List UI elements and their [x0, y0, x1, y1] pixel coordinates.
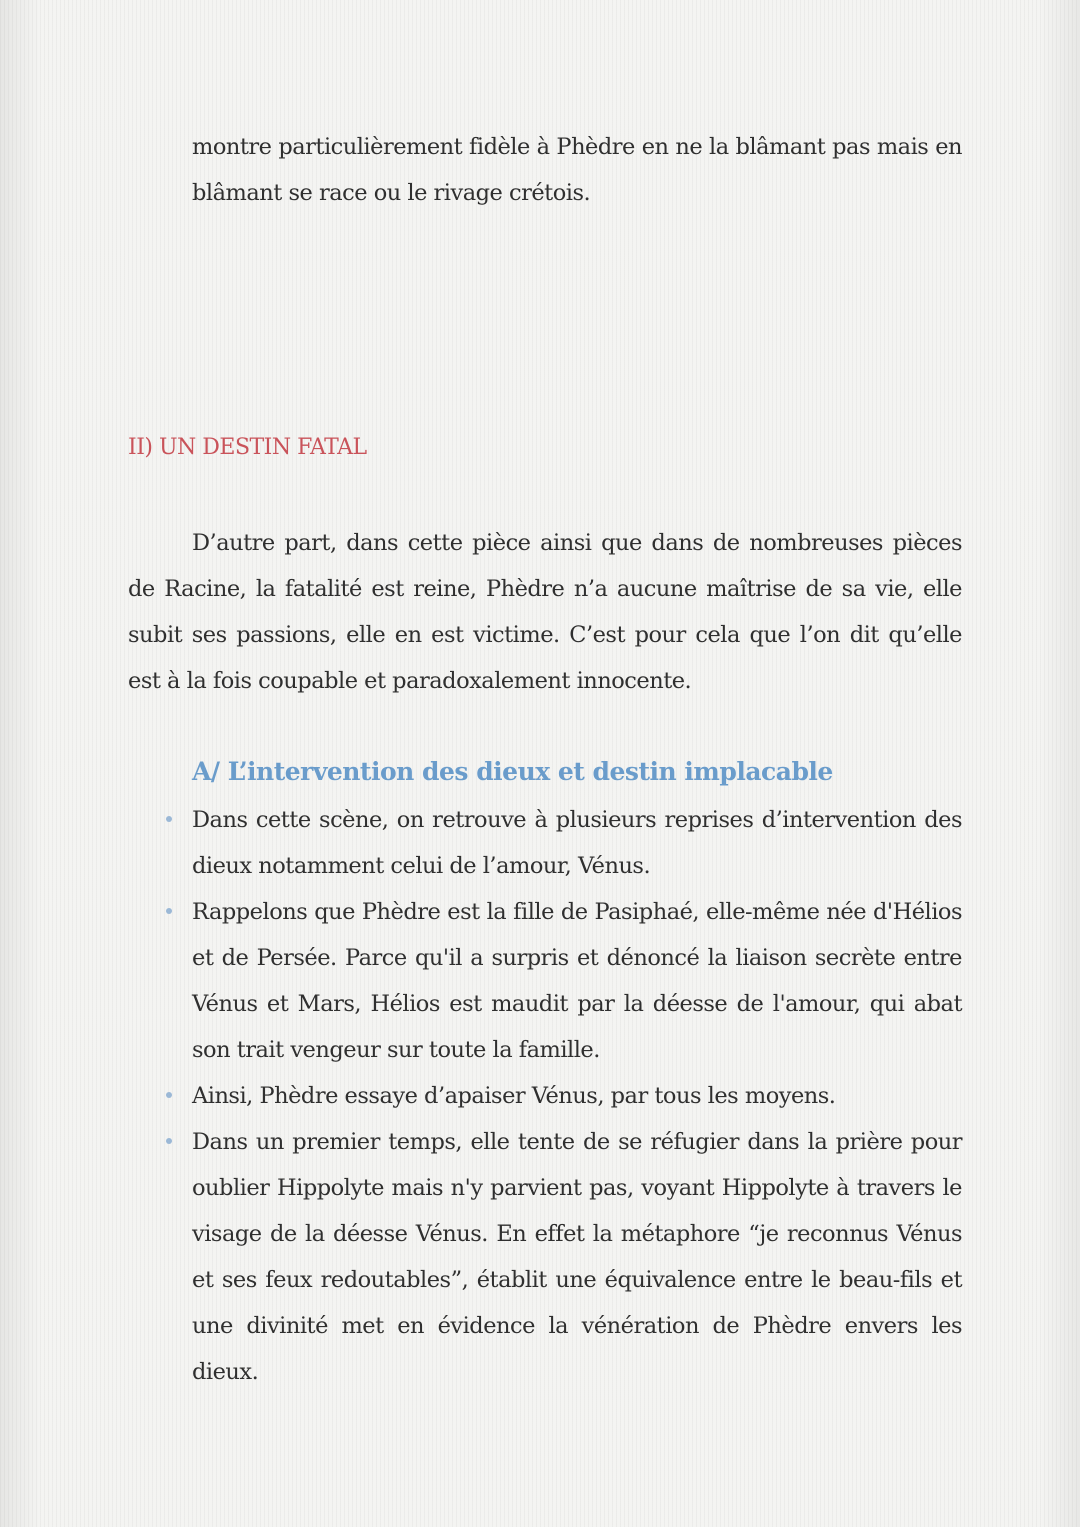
bullet-text: Dans un premier temps, elle tente de se réfugier dans la prière pour oublier Hippolyte mais n'y parvient pas, voyant Hippolyte à travers le visage de la déesse Vénus. En effet la métaphore “je reconnus Vénus et ses feux redoutables”, établit une équivalence entre le beau-fils et une divinité met en évidence la vénération de Phèdre envers les dieux. — [192, 1129, 962, 1385]
subsection-heading: A/ L’intervention des dieux et destin implacable — [192, 757, 833, 786]
bullet-icon — [166, 1092, 172, 1098]
bullet-icon — [166, 908, 172, 914]
bullet-text: Rappelons que Phèdre est la fille de Pasiphaé, elle-même née d'Hélios et de Persée. Parce qu'il a surpris et dénoncé la liaison secrète entre Vénus et Mars, Hélios est maudit par la déesse de l'amour, qui abat son trait vengeur sur toute la famille. — [192, 899, 962, 1063]
bullet-list — [192, 797, 962, 1395]
bullet-icon — [166, 816, 172, 822]
intro-paragraph: montre particulièrement fidèle à Phèdre en ne la blâmant pas mais en blâmant se race ou le rivage crétois. — [192, 134, 962, 206]
bullet-text: Ainsi, Phèdre essaye d’apaiser Vénus, par tous les moyens. — [192, 1083, 836, 1109]
section-paragraph: D’autre part, dans cette pièce ainsi que dans de nombreuses pièces de Racine, la fatalité est reine, Phèdre n’a aucune maîtrise de sa vie, elle subit ses passions, elle en est victime. C’est pour cela que l’on dit qu’elle est à la fois coupable et paradoxalement innocente. — [128, 530, 962, 694]
list-item — [192, 1073, 962, 1119]
section-heading: II) UN DESTIN FATAL — [128, 435, 367, 460]
list-item — [192, 797, 962, 889]
bullet-text: Dans cette scène, on retrouve à plusieurs reprises d’intervention des dieux notamment celui de l’amour, Vénus. — [192, 807, 962, 879]
list-item — [192, 889, 962, 1073]
bullet-icon — [166, 1138, 172, 1144]
list-item — [192, 1119, 962, 1395]
